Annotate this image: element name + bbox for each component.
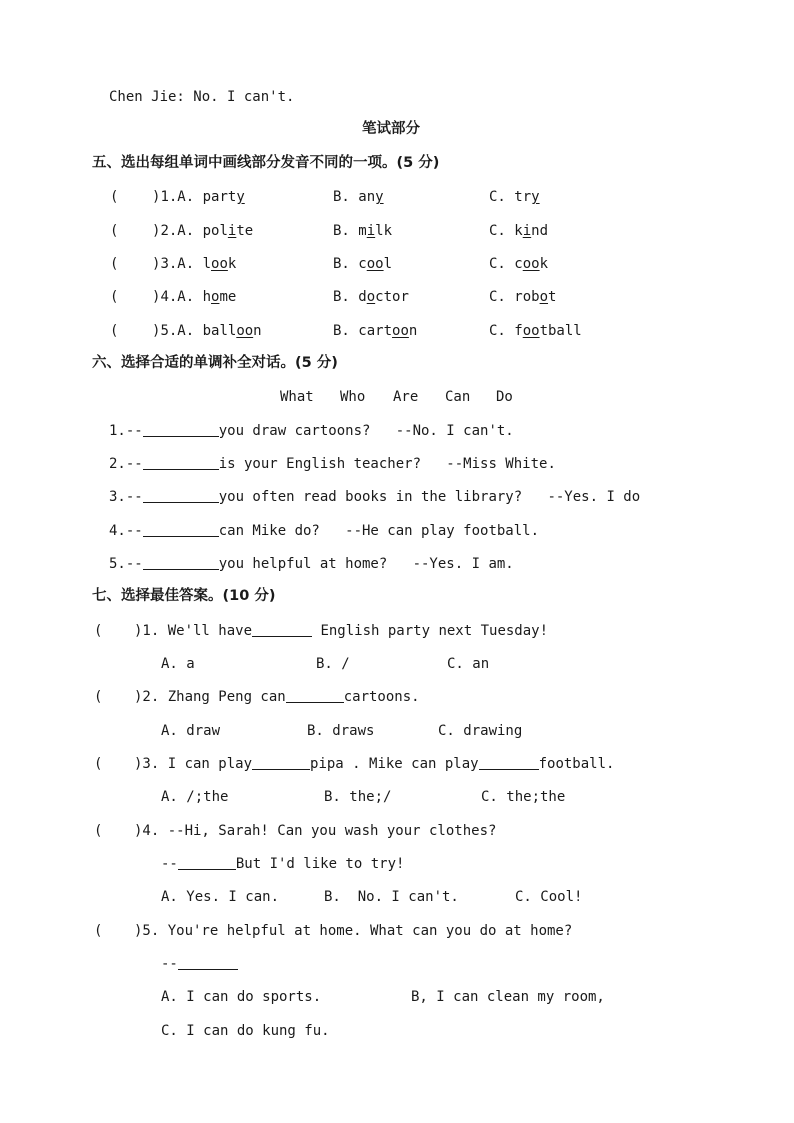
item-number: 4. <box>160 289 178 305</box>
item-prefix: 2.-- <box>109 456 143 472</box>
answer-paren-open: ( <box>110 223 119 239</box>
option-c-post: k <box>539 256 549 272</box>
section-7-heading: 七、选择最佳答案。(10 分) <box>92 588 276 604</box>
option-a-underlined: i <box>227 223 237 239</box>
option-a: A. I can do sports. <box>161 989 322 1005</box>
option-a-underlined: oo <box>236 323 254 339</box>
item-number: 3. <box>160 256 178 272</box>
option-b-pre: B. an <box>333 189 376 205</box>
answer-blank[interactable] <box>252 622 312 637</box>
written-section-title: 笔试部分 <box>362 121 420 137</box>
option-c-pre: C. k <box>489 223 523 239</box>
answer-paren-open: ( <box>94 689 103 705</box>
paren-close: ) <box>152 289 161 305</box>
option-b-underlined: oo <box>392 323 409 339</box>
sec7-question-2 <box>134 688 420 706</box>
sec6-item-1 <box>109 422 514 440</box>
option-b: B. No. I can't. <box>324 889 459 905</box>
option-a-post: me <box>219 289 237 305</box>
option-a: A. Yes. I can. <box>161 889 280 905</box>
option-b-post: l <box>383 256 393 272</box>
option-b: B, I can clean my room, <box>411 989 605 1005</box>
option-a: A. draw <box>161 723 221 739</box>
intro-line: Chen Jie: No. I can't. <box>109 89 295 105</box>
answer-paren-open: ( <box>94 923 103 939</box>
answer-blank[interactable] <box>143 522 219 537</box>
item-text: you helpful at home? --Yes. I am. <box>218 556 514 572</box>
option-a-underlined: o <box>211 289 220 305</box>
option-c-pre: C. f <box>489 323 523 339</box>
item-number: 2. <box>160 223 178 239</box>
question-text-end: football. <box>538 756 615 772</box>
answer-blank[interactable] <box>143 488 219 503</box>
option-c-underlined: o <box>539 289 549 305</box>
option-b-underlined: i <box>366 223 376 239</box>
option-c-underlined: i <box>522 223 532 239</box>
option-a-post: n <box>253 323 262 339</box>
option-a-underlined: oo <box>211 256 228 272</box>
option-b: B. / <box>316 656 350 672</box>
sec6-item-4 <box>109 522 539 540</box>
paren-close: ) <box>152 223 161 239</box>
answer-blank[interactable] <box>143 555 219 570</box>
option-b: B. the;/ <box>324 789 392 805</box>
question-text-mid: pipa . Mike can play <box>310 756 479 772</box>
option-c-pre: C. c <box>489 256 523 272</box>
option-c: C. drawing <box>438 723 523 739</box>
option-c-underlined: y <box>531 189 540 205</box>
option-b-post: n <box>408 323 418 339</box>
item-prefix: 3.-- <box>109 489 143 505</box>
sec7-question-5-reply <box>161 955 238 973</box>
answer-blank[interactable] <box>178 955 238 970</box>
word-bank-item: What <box>280 389 314 405</box>
option-a-pre: A. ball <box>177 323 237 339</box>
section-6-heading: 六、选择合适的单调补全对话。(5 分) <box>92 355 338 371</box>
option-b-post: lk <box>375 223 393 239</box>
option-a-post: k <box>227 256 237 272</box>
option-c-underlined: oo <box>522 256 540 272</box>
item-prefix: 5.-- <box>109 556 143 572</box>
option-a-pre: A. l <box>177 256 212 272</box>
option-a: A. a <box>161 656 195 672</box>
answer-paren-open: ( <box>94 756 103 772</box>
sec6-item-5 <box>109 555 514 573</box>
sec6-item-3 <box>109 488 640 506</box>
option-b-post: ctor <box>375 289 409 305</box>
reply-prefix: -- <box>161 856 178 872</box>
answer-blank[interactable] <box>479 755 539 770</box>
option-b-underlined: y <box>375 189 384 205</box>
word-bank-item: Can <box>445 389 471 405</box>
answer-blank[interactable] <box>252 755 310 770</box>
question-text-end: English party next Tuesday! <box>312 623 549 639</box>
answer-paren-open: ( <box>110 323 119 339</box>
sec7-question-4-reply <box>161 855 404 873</box>
option-c: C. Cool! <box>515 889 583 905</box>
option-c-pre: C. tr <box>489 189 532 205</box>
section-5-heading: 五、选出每组单词中画线部分发音不同的一项。(5 分) <box>92 155 440 171</box>
answer-paren-open: ( <box>110 289 119 305</box>
option-c: C. I can do kung fu. <box>161 1023 330 1039</box>
option-a: A. /;the <box>161 789 229 805</box>
item-text: you often read books in the library? --Yes. I do <box>218 489 641 505</box>
option-b-pre: B. d <box>333 289 367 305</box>
sec7-question-5: )5. You're helpful at home. What can you do at home? <box>134 923 573 939</box>
option-c-post: tball <box>539 323 582 339</box>
option-c-post: t <box>548 289 557 305</box>
option-b-underlined: o <box>366 289 376 305</box>
sec6-item-2 <box>109 455 556 473</box>
word-bank-item: Do <box>496 389 513 405</box>
option-c-post: nd <box>531 223 549 239</box>
item-text: you draw cartoons? --No. I can't. <box>218 423 514 439</box>
question-text: )2. Zhang Peng can <box>134 689 286 705</box>
option-c-underlined: oo <box>522 323 540 339</box>
paren-close: ) <box>152 256 161 272</box>
word-bank-item: Who <box>340 389 366 405</box>
option-c-pre: C. rob <box>489 289 540 305</box>
option-b-underlined: oo <box>366 256 384 272</box>
item-number: 1. <box>160 189 178 205</box>
answer-blank[interactable] <box>286 688 344 703</box>
answer-paren-open: ( <box>110 189 119 205</box>
answer-blank[interactable] <box>143 422 219 437</box>
answer-paren-open: ( <box>94 823 103 839</box>
sec7-question-1 <box>134 622 548 640</box>
option-b-pre: B. c <box>333 256 367 272</box>
option-a-post: te <box>236 223 254 239</box>
question-text: )3. I can play <box>134 756 253 772</box>
item-prefix: 4.-- <box>109 523 143 539</box>
reply-prefix: -- <box>161 956 178 972</box>
option-a-pre: A. part <box>177 189 237 205</box>
reply-text: But I'd like to try! <box>235 856 405 872</box>
item-text: is your English teacher? --Miss White. <box>218 456 556 472</box>
paren-close: ) <box>152 189 161 205</box>
question-text: )1. We'll have <box>134 623 253 639</box>
answer-paren-open: ( <box>110 256 119 272</box>
option-b-pre: B. cart <box>333 323 393 339</box>
option-a-pre: A. h <box>177 289 212 305</box>
option-c: C. the;the <box>481 789 566 805</box>
item-prefix: 1.-- <box>109 423 143 439</box>
option-a-pre: A. pol <box>177 223 228 239</box>
answer-paren-open: ( <box>94 623 103 639</box>
sec7-question-4: )4. --Hi, Sarah! Can you wash your clothes? <box>134 823 497 839</box>
option-a-underlined: y <box>236 189 245 205</box>
item-number: 5. <box>160 323 178 339</box>
option-c: C. an <box>447 656 490 672</box>
option-b: B. draws <box>307 723 375 739</box>
paren-close: ) <box>152 323 161 339</box>
answer-blank[interactable] <box>143 455 219 470</box>
item-text: can Mike do? --He can play football. <box>218 523 540 539</box>
option-b-pre: B. m <box>333 223 367 239</box>
sec7-question-3 <box>134 755 614 773</box>
word-bank-item: Are <box>393 389 419 405</box>
question-text-end: cartoons. <box>343 689 420 705</box>
answer-blank[interactable] <box>178 855 236 870</box>
